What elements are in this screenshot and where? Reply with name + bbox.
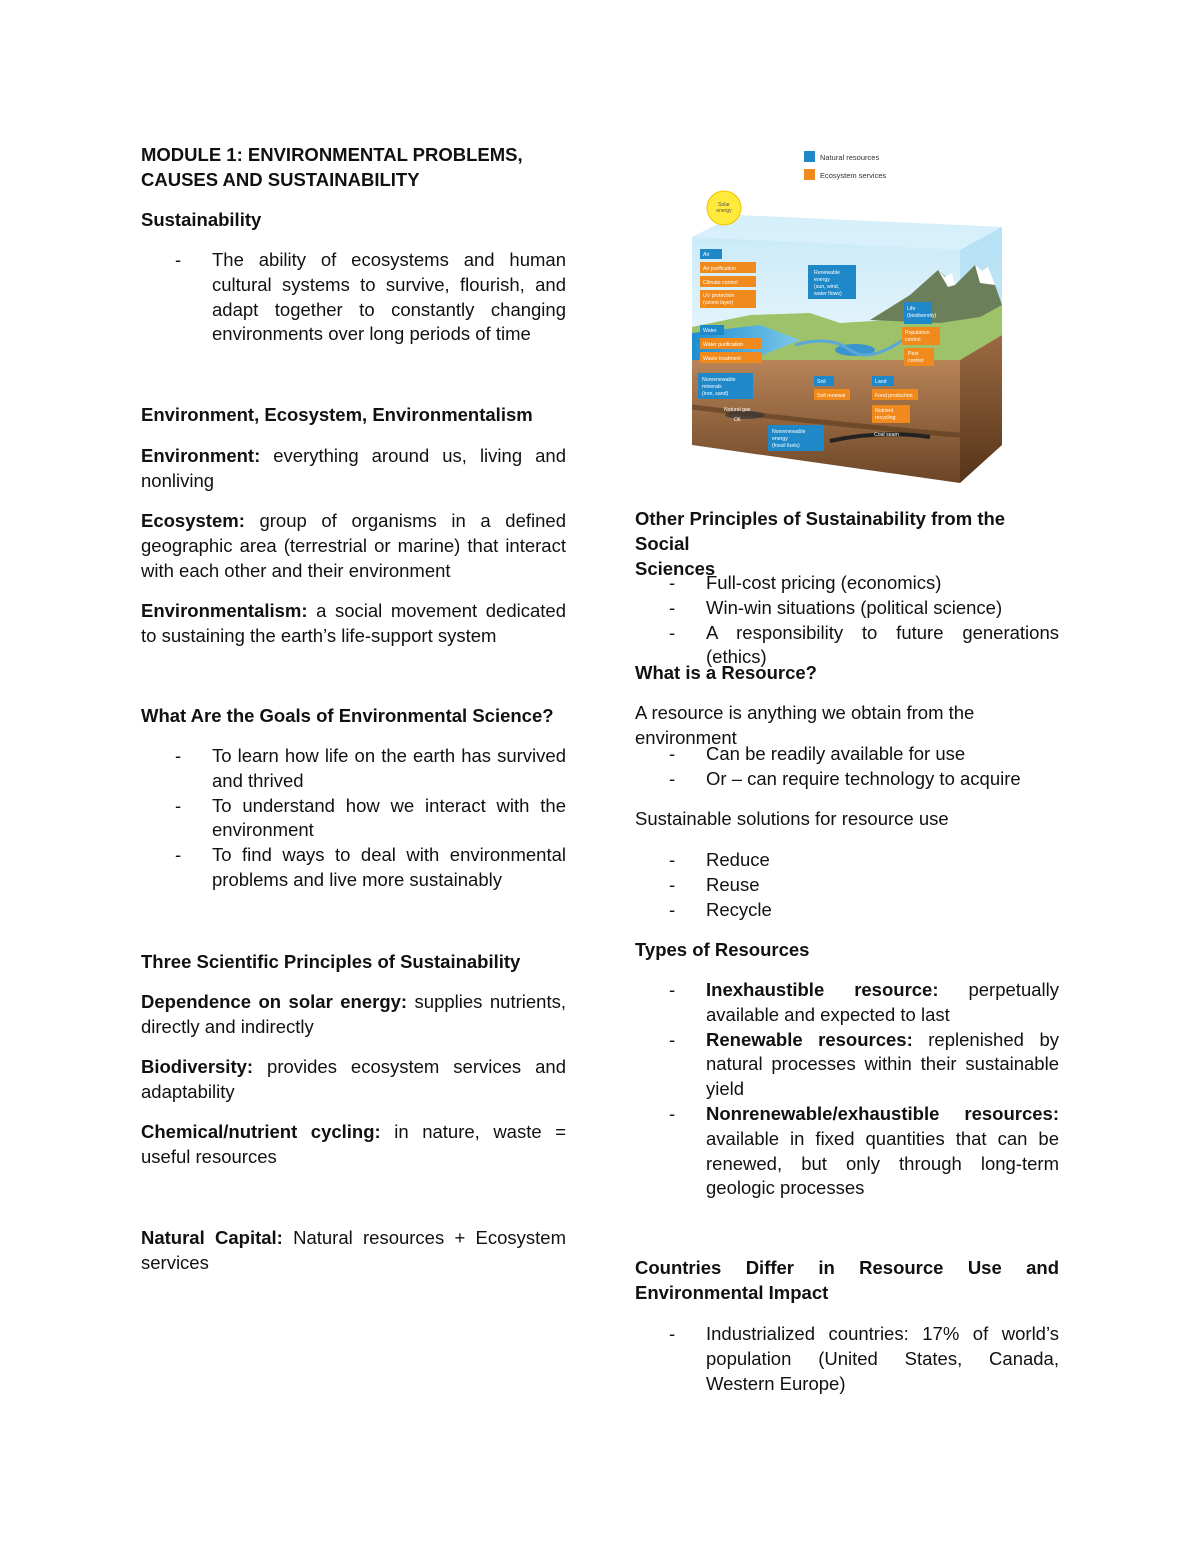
svg-text:(iron, sand): (iron, sand) xyxy=(702,391,729,397)
principles-heading: Three Scientific Principles of Sustainability xyxy=(141,951,521,972)
countries-heading: Countries Differ in Resource Use and Environmental Impact xyxy=(635,1257,1059,1303)
list-item: - Renewable resources: replenished by natural processes within their sustainable yield xyxy=(635,1028,1059,1102)
oil-label: Oil xyxy=(734,417,741,423)
svg-text:(biodiversity): (biodiversity) xyxy=(907,313,937,319)
svg-text:(fossil fuels): (fossil fuels) xyxy=(772,443,800,449)
solar-label: Solar xyxy=(718,202,730,208)
natural-gas-label: Natural gas xyxy=(724,407,751,413)
list-item: - Nonrenewable/exhaustible resources: available in fixed quantities that can be renewed, but only through long-term geologic processes xyxy=(635,1102,1059,1201)
svg-text:Water: Water xyxy=(703,328,717,334)
svg-text:control: control xyxy=(908,358,924,364)
list-item: - Or – can require technology to acquire xyxy=(635,767,1059,792)
svg-text:Population: Population xyxy=(905,330,930,336)
sustainability-list xyxy=(141,248,566,347)
svg-text:Water purification: Water purification xyxy=(703,342,744,348)
natural-capital: Natural Capital: Natural resources + Ecosystem services xyxy=(141,1227,567,1273)
coal-seam-label: Coal seam xyxy=(874,432,899,438)
svg-text:recycling: recycling xyxy=(875,415,896,421)
other-principles-list xyxy=(635,571,1059,670)
solutions-text: Sustainable solutions for resource use xyxy=(635,808,949,829)
svg-text:minerals: minerals xyxy=(702,384,722,390)
svg-text:Life: Life xyxy=(907,306,916,312)
list-item: - A responsibility to future generations (ethics) xyxy=(635,621,1059,671)
svg-text:control: control xyxy=(905,337,921,343)
ecosystem-definition: Ecosystem: group of organisms in a defined geographic area (terrestrial or marine) that interact with each other and their environment xyxy=(141,510,566,581)
module-title: MODULE 1: ENVIRONMENTAL PROBLEMS, CAUSES AND SUSTAINABILITY xyxy=(141,144,523,190)
list-item: - Reuse xyxy=(635,873,1059,898)
svg-text:Soil: Soil xyxy=(817,379,826,385)
svg-text:UV protection: UV protection xyxy=(703,293,735,299)
svg-text:Pest: Pest xyxy=(908,351,919,357)
list-item: - To find ways to deal with environmental problems and live more sustainably xyxy=(141,843,566,893)
svg-text:energy: energy xyxy=(716,208,732,214)
list-item: - Win-win situations (political science) xyxy=(635,596,1059,621)
sustainability-heading: Sustainability xyxy=(141,209,262,230)
list-item: - Can be readily available for use xyxy=(635,742,1059,767)
svg-text:Air purification: Air purification xyxy=(703,266,736,272)
svg-text:(sun, wind,: (sun, wind, xyxy=(814,284,840,290)
earth-side xyxy=(960,335,1002,483)
list-item: - Industrialized countries: 17% of world’s population (United States, Canada, Western Europe) xyxy=(635,1322,1059,1396)
resource-heading: What is a Resource? xyxy=(635,662,817,683)
goals-list xyxy=(141,744,566,893)
cycling-principle: Chemical/nutrient cycling: in nature, waste = useful resources xyxy=(141,1121,567,1167)
svg-text:energy: energy xyxy=(772,436,788,442)
svg-text:Renewable: Renewable xyxy=(814,270,840,276)
solutions-list xyxy=(635,848,1059,922)
biodiversity-principle: Biodiversity: provides ecosystem services and adaptability xyxy=(141,1056,566,1102)
environmentalism-definition: Environmentalism: a social movement dedicated to sustaining the earth’s life-support system xyxy=(141,600,566,646)
legend-natural-label: Natural resources xyxy=(820,153,880,162)
solar-principle: Dependence on solar energy: supplies nutrients, directly and indirectly xyxy=(141,991,566,1037)
list-item: - To understand how we interact with the environment xyxy=(141,794,566,844)
svg-text:Nonrenewable: Nonrenewable xyxy=(772,429,806,435)
env-heading: Environment, Ecosystem, Environmentalism xyxy=(141,404,533,425)
svg-text:Soil renewal: Soil renewal xyxy=(817,393,846,399)
svg-text:Food production: Food production xyxy=(875,393,913,399)
list-item: - Recycle xyxy=(635,898,1059,923)
resource-definition: A resource is anything we obtain from the environment xyxy=(635,702,975,748)
list-item: - Reduce xyxy=(635,848,1059,873)
svg-text:Climate control: Climate control xyxy=(703,280,738,286)
types-heading: Types of Resources xyxy=(635,939,810,960)
svg-text:Air: Air xyxy=(703,252,710,258)
svg-text:Nutrient: Nutrient xyxy=(875,408,894,414)
goals-heading: What Are the Goals of Environmental Science? xyxy=(141,705,554,726)
list-item: - To learn how life on the earth has survived and thrived xyxy=(141,744,566,794)
legend-services-swatch xyxy=(804,169,815,180)
svg-text:water flows): water flows) xyxy=(814,291,842,297)
types-list xyxy=(635,978,1059,1201)
other-principles-heading: Other Principles of Sustainability from the Social Sciences xyxy=(635,508,1006,579)
legend-natural-swatch xyxy=(804,151,815,162)
list-item: - Inexhaustible resource: perpetually available and expected to last xyxy=(635,978,1059,1028)
svg-text:Waste treatment: Waste treatment xyxy=(703,356,741,362)
natural-capital-figure xyxy=(690,145,1006,485)
list-item: - Full-cost pricing (economics) xyxy=(635,571,1059,596)
svg-text:(ozone layer): (ozone layer) xyxy=(703,300,734,306)
svg-text:Nonrenewable: Nonrenewable xyxy=(702,377,736,383)
svg-text:Land: Land xyxy=(875,379,887,385)
legend-services-label: Ecosystem services xyxy=(820,171,887,180)
svg-text:energy: energy xyxy=(814,277,830,283)
list-item: - The ability of ecosystems and human cultural systems to survive, flourish, and adapt together to constantly changing environments over long periods of time xyxy=(141,248,566,347)
resource-list xyxy=(635,742,1059,792)
countries-list xyxy=(635,1322,1059,1396)
environment-definition: Environment: everything around us, living and nonliving xyxy=(141,445,566,491)
